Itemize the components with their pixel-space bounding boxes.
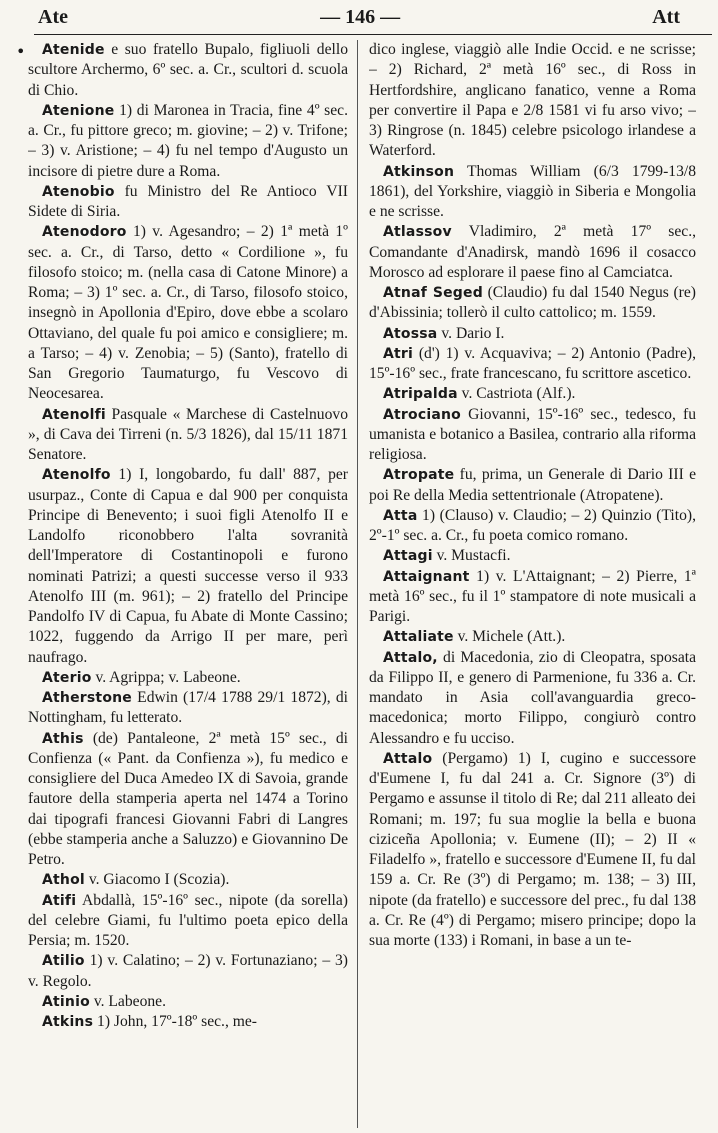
dictionary-entry xyxy=(28,40,348,101)
entry-text: 1) I, longobardo, fu dall' 887, per usurpaz., Conte di Capua e dal 900 per conquista Principe di Benevento; i suoi figli Atenolfo II e Landolfo riconobbero l'alta sovranità dell'Imperatore di Costantinopoli e furono nominati Patrizi; a questi successe verso il 933 Atenolfo III (m. 961); – 2) fratello del Principe Pandolfo IV di Capua, fu Abate di Monte Cassino; 1022, fuggendo da Arrigo II per mare, perì naufrago. xyxy=(28,466,348,666)
page-number: — 146 — xyxy=(320,5,401,28)
dictionary-entry xyxy=(369,465,696,506)
entry-text: Edwin (17/4 1788 29/1 1872), di Nottingham, fu letterato. xyxy=(28,689,348,727)
entry-headword: Atropate xyxy=(383,467,455,484)
dictionary-entry xyxy=(28,101,348,182)
entry-headword: Atenolfo xyxy=(42,467,111,484)
dictionary-entry xyxy=(369,749,696,952)
entry-text: fu Ministro del Re Antioco VII Sidete di Siria. xyxy=(28,182,348,220)
entry-headword: Atripalda xyxy=(383,386,458,403)
dictionary-entry xyxy=(369,344,696,385)
dictionary-entry xyxy=(28,688,348,729)
entry-headword: Atenolfi xyxy=(42,406,106,423)
entry-text: v. Agrippa; v. Labeone. xyxy=(91,668,241,686)
dictionary-entry xyxy=(369,506,696,547)
header-right-guide-word: Att xyxy=(652,5,680,28)
entry-text: (de) Pantaleone, 2ª metà 15º sec., di Confienza (« Pant. da Confienza »), fu medico e consigliere del Duca Amedeo IX di Savoia, grande fautore della stamperia aperta nel 1474 a Torino dai tipografi francesi Giovanni Fabri di Langres (ebbe stamperia anche a Saluzzo) e Giovannino De Petro. xyxy=(28,729,348,868)
entry-headword: Aterio xyxy=(42,669,92,686)
entry-text: dico inglese, viaggiò alle Indie Occid. e ne scrisse; – 2) Richard, 2ª metà 16º sec., di Ross in Hertfordshire, anglicano fanatico, venne a Roma per convertire il Papa e 2/8 1581 vi fu arso vivo; – 3) Ringrose (n. 1845) celebre psicologo irlandese a Waterford. xyxy=(369,41,696,160)
entry-text: di Macedonia, zio di Cleopatra, sposata da Filippo II, e genero di Parmenione, fu 336 a. Cr. mandato in Asia coll'avanguardia greco-macedonica; morto Filippo, congiurò contro Alessandro e fu ucciso. xyxy=(369,648,696,747)
dictionary-entry xyxy=(369,546,696,566)
entry-headword: Attalo, xyxy=(383,649,438,666)
header-left-guide-word: Ate xyxy=(38,5,68,28)
dictionary-entry xyxy=(28,1012,348,1032)
dictionary-entry xyxy=(28,668,348,688)
entry-headword: Attalo xyxy=(383,750,433,767)
entry-text: 1) v. L'Attaignant; – 2) Pierre, 1ª metà 16º sec., fu il 1º stampatore di note musicali a Parigi. xyxy=(369,567,696,625)
entry-headword: Atinio xyxy=(42,993,90,1010)
dictionary-entry xyxy=(28,992,348,1012)
bullet-mark: • xyxy=(16,42,26,61)
entry-text: Vladimiro, 2ª metà 17º sec., Comandante d'Anadirsk, mandò 1696 il cosacco Morosco ad esplorare il paese fino al Camciatca. xyxy=(369,223,696,281)
entry-text: v. Dario I. xyxy=(437,324,505,342)
entry-headword: Attaignant xyxy=(383,568,470,585)
entry-text: e suo fratello Bupalo, figliuoli dello scultore Archermo, 6º sec. a. Cr., scultori d. scuola di Chio. xyxy=(28,41,348,99)
dictionary-entry xyxy=(369,324,696,344)
entry-headword: Atrociano xyxy=(383,406,461,423)
entry-headword: Atta xyxy=(383,507,418,524)
entry-headword: Atenide xyxy=(42,42,105,58)
dictionary-entry xyxy=(369,40,696,162)
entry-headword: Atenobio xyxy=(42,183,115,200)
dictionary-entry xyxy=(28,951,348,992)
entry-text: 1) v. Agesandro; – 2) 1ª metà 1º sec. a. Cr., di Tarso, detto « Cordilione », fu filosofo stoico; m. (nella casa di Catone Minore) a Roma; – 3) 1º sec. a. Cr., di Tarso, filosofo stoico, insegnò in Apollonia d'Epiro, dove ebbe a scolaro Ottaviano, del quale fu poi amico e consigliere; m. a Tarso; – 4) v. Zenobia; – 5) (Santo), fratello di San Gregorio Taumaturgo, fu Vescovo di Neocesarea. xyxy=(28,223,348,403)
entry-headword: Atlassov xyxy=(383,224,452,241)
entry-headword: Atenione xyxy=(42,102,115,119)
dictionary-entry xyxy=(369,567,696,628)
entry-headword: Attaliate xyxy=(383,629,454,646)
entry-text: 1) (Clauso) v. Claudio; – 2) Quinzio (Tito), 2º-1º sec. a. Cr., fu poeta comico romano. xyxy=(369,506,696,544)
entry-text: v. Mustacfi. xyxy=(432,547,511,565)
dictionary-entry xyxy=(28,222,348,404)
entry-headword: Atossa xyxy=(383,325,438,342)
entry-text: Giovanni, 15º-16º sec., tedesco, fu umanista e botanico a Basilea, contrario alla riforma religiosa. xyxy=(369,405,696,463)
entry-headword: Atkinson xyxy=(383,163,455,180)
entry-headword: Atherstone xyxy=(42,690,132,706)
entry-headword: Atnaf Seged xyxy=(383,285,483,301)
entry-text: (Pergamo) 1) I, cugino e successore d'Eumene I, fu dal 241 a. Cr. Signore (3º) di Pergamo e assunse il titolo di Re; dal 211 alleato dei Romani; m. 197; fu sua moglie la bella e buona ciziceña Apollonia; v. Eumene (II); – 2) II « Filadelfo », fratello e successore d'Eumene II, fu dal 159 a. Cr. Re (3º) di Pergamo; m. 138; – 3) III, nipote (da fratello) e successore del prec., fu dal 138 a. Cr. Re (4º) di Pergamo; misero principe; dopo la sua morte (133) i Romani, in base a un te- xyxy=(369,749,696,949)
dictionary-entry xyxy=(369,648,696,749)
entry-headword: Atenodoro xyxy=(42,224,127,241)
dictionary-entry xyxy=(369,222,696,283)
dictionary-entry xyxy=(369,405,696,466)
entry-headword: Atilio xyxy=(42,953,85,970)
entry-headword: Athol xyxy=(42,872,85,889)
entry-text: v. Giacomo I (Scozia). xyxy=(84,871,230,889)
entry-text: v. Castriota (Alf.). xyxy=(457,385,576,403)
right-column xyxy=(369,40,696,1130)
dictionary-entry xyxy=(369,384,696,404)
entry-text: 1) John, 17º-18º sec., me- xyxy=(93,1013,257,1030)
dictionary-entry xyxy=(28,729,348,871)
entry-headword: Atkins xyxy=(42,1014,94,1030)
entry-text: (d') 1) v. Acquaviva; – 2) Antonio (Padre), 15º-16º sec., frate francescano, fu scrittore ascetico. xyxy=(369,344,696,382)
entry-text: Thomas William (6/3 1799-13/8 1861), del Yorkshire, viaggiò in Siberia e Mongolia e ne scrisse. xyxy=(369,162,696,220)
dictionary-entry xyxy=(369,162,696,223)
entry-text: Pasquale « Marchese di Castelnuovo », di Cava dei Tirreni (n. 5/3 1826), dal 15/11 1871 Senatore. xyxy=(28,405,348,463)
dictionary-entry xyxy=(28,465,348,668)
entry-text: v. Labeone. xyxy=(89,992,166,1010)
left-column xyxy=(28,40,348,1130)
entry-headword: Attagi xyxy=(383,548,433,565)
entry-headword: Atri xyxy=(383,345,414,362)
dictionary-entry xyxy=(28,405,348,466)
dictionary-entry xyxy=(369,627,696,647)
dictionary-entry xyxy=(369,283,696,324)
dictionary-entry xyxy=(28,870,348,890)
page-header xyxy=(0,0,718,34)
header-rule xyxy=(34,34,712,35)
entry-text: Abdallà, 15º-16º sec., nipote (da sorella) del celebre Giami, fu l'ultimo poeta epico della Persia; m. 1520. xyxy=(28,891,348,949)
entry-text: 1) v. Calatino; – 2) v. Fortunaziano; – 3) v. Regolo. xyxy=(28,952,348,990)
entry-headword: Athis xyxy=(42,730,84,747)
entry-text: fu, prima, un Generale di Dario III e poi Re della Media settentrionale (Atropatene). xyxy=(369,466,696,504)
dictionary-entry xyxy=(28,891,348,952)
entry-text: 1) di Maronea in Tracia, fine 4º sec. a. Cr., fu pittore greco; m. giovine; – 2) v. Trifone; – 3) v. Aristione; – 4) fu nel tempo d'Augusto un incisore di pietre dure a Roma. xyxy=(28,101,348,180)
column-divider xyxy=(357,40,358,1128)
entry-text: v. Michele (Att.). xyxy=(453,628,566,646)
entry-text: (Claudio) fu dal 1540 Negus (re) d'Abissinia; tollerò il culto cattolico; m. 1559. xyxy=(369,284,696,322)
entry-headword: Atifi xyxy=(42,892,77,909)
dictionary-entry xyxy=(28,182,348,223)
